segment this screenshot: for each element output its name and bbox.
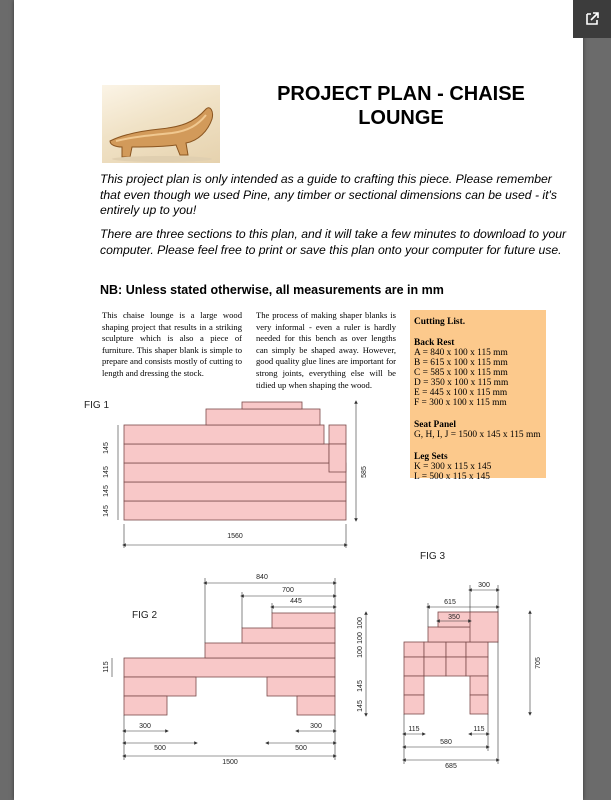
fig1-drawing xyxy=(124,402,346,520)
fig1-board xyxy=(329,444,346,472)
fig2-label: FIG 2 xyxy=(132,610,158,621)
cut-item: C = 585 x 100 x 115 mm xyxy=(414,368,508,378)
fig1-label: FIG 1 xyxy=(84,400,110,411)
fig2-dim-840: 840 xyxy=(256,574,268,581)
leg-sets-title: Leg Sets xyxy=(414,452,448,462)
fig3-drawing xyxy=(404,612,498,714)
cut-item: D = 350 x 100 x 115 mm xyxy=(414,378,509,388)
fig1-row-dim: 145 xyxy=(103,505,110,517)
back-rest-title: Back Rest xyxy=(414,338,455,348)
fig3-dim-615: 615 xyxy=(444,599,456,606)
fig2-dim-445: 445 xyxy=(290,598,302,605)
fig2-board xyxy=(124,677,196,696)
cut-item: B = 615 x 100 x 115 mm xyxy=(414,358,508,368)
text-column-2: The process of making shaper blanks is very informal - even a ruler is hardly needed for this bench as over lengths can simply be shaped away. However, good quality glue lines are important for strong joints, everything else will be tidied up when shaping the wood. xyxy=(256,310,396,390)
fig2-board xyxy=(297,696,335,715)
fig2-board xyxy=(272,613,335,628)
fig1-board xyxy=(124,482,346,501)
fig3-dim-350: 350 xyxy=(448,614,460,621)
cut-item: K = 300 x 115 x 145 xyxy=(414,462,492,472)
page-title: PROJECT PLAN - CHAISE LOUNGE xyxy=(277,83,525,129)
fig3-board xyxy=(466,642,488,657)
fig1-board xyxy=(206,409,320,425)
fig3-dim-inner: 580 xyxy=(440,739,452,746)
seat-panel-title: Seat Panel xyxy=(414,420,456,430)
cut-item: L = 500 x 115 x 145 xyxy=(414,472,490,482)
fig1-row-dim: 145 xyxy=(103,466,110,478)
fig1-board xyxy=(124,444,329,463)
fig1-row-dim: 145 xyxy=(103,485,110,497)
fig2-dim-700: 700 xyxy=(282,587,294,594)
fig2-drawing xyxy=(124,613,335,715)
fig3-dim-leg-right: 115 xyxy=(473,726,485,733)
fig1-board xyxy=(124,463,346,482)
fig1-width-dim: 1560 xyxy=(227,533,243,540)
fig1-board xyxy=(329,425,346,444)
intro-paragraph-2: There are three sections to this plan, and it will take a few minutes to download to your computer. Please feel free to print or save this plan onto your computer for future use. xyxy=(100,227,567,257)
fig1-board xyxy=(242,402,302,409)
fig3-board xyxy=(404,676,424,695)
fig3-board xyxy=(470,612,498,642)
fig3-board xyxy=(404,695,424,714)
fig2-dim-total: 1500 xyxy=(222,759,238,766)
fig2-dim-right: 145 xyxy=(357,680,364,692)
fig2-dim-right: 100 xyxy=(357,617,364,629)
fig2-board xyxy=(267,677,335,696)
fig2-dim-span-left: 500 xyxy=(154,745,166,752)
measurements-note: NB: Unless stated otherwise, all measurements are in mm xyxy=(100,283,444,297)
open-in-new-window-button[interactable] xyxy=(573,0,611,38)
fig2-dim-right: 100 xyxy=(357,632,364,644)
fig3-dim-height: 705 xyxy=(535,657,542,669)
fig3-board xyxy=(404,657,424,676)
fig2-board xyxy=(124,696,167,715)
fig3-dim-total: 685 xyxy=(445,763,457,770)
cutting-list-title: Cutting List. xyxy=(414,317,466,327)
text-column-1: This chaise lounge is a large wood shaping project that results in a striking sculpture which is also a piece of furniture. This shaper blank is simple to prepare and consists mostly of cutting to length and dressing the stock. xyxy=(102,310,242,378)
fig3-board xyxy=(466,657,488,676)
fig3-board xyxy=(446,642,466,657)
fig3-board xyxy=(446,657,466,676)
fig3-board xyxy=(470,695,488,714)
fig3-board xyxy=(470,676,488,695)
fig2-board xyxy=(124,658,335,677)
fig2-dim-leg-right: 300 xyxy=(310,723,322,730)
fig2-dim-left: 115 xyxy=(103,661,110,673)
open-external-icon xyxy=(584,11,600,27)
fig3-board xyxy=(424,642,446,657)
fig1-board xyxy=(124,425,324,444)
cut-item: E = 445 x 100 x 115 mm xyxy=(414,388,508,398)
fig3-dim-leg-left: 115 xyxy=(408,726,420,733)
cut-item: G, H, I, J = 1500 x 145 x 115 mm xyxy=(414,430,541,440)
fig3-board xyxy=(424,657,446,676)
fig3-label: FIG 3 xyxy=(420,551,446,562)
cut-item: A = 840 x 100 x 115 mm xyxy=(414,348,508,358)
fig2-dim-right: 145 xyxy=(357,700,364,712)
fig2-board xyxy=(205,643,335,658)
fig2-board xyxy=(242,628,335,643)
fig2-dim-right: 100 xyxy=(357,646,364,658)
fig2-dim-span-right: 500 xyxy=(295,745,307,752)
cut-item: F = 300 x 100 x 115 mm xyxy=(414,398,507,408)
fig1-row-dim: 145 xyxy=(103,442,110,454)
intro-paragraph-1: This project plan is only intended as a guide to crafting this piece. Please remember that even though we used Pine, any timber or sectional dimensions can be used - it's entirely up to you! xyxy=(100,172,557,217)
fig3-board xyxy=(404,642,424,657)
fig1-height-dim: 585 xyxy=(361,466,368,478)
fig3-dim-300: 300 xyxy=(478,582,490,589)
fig1-board xyxy=(124,501,346,520)
fig2-dim-leg-left: 300 xyxy=(139,723,151,730)
